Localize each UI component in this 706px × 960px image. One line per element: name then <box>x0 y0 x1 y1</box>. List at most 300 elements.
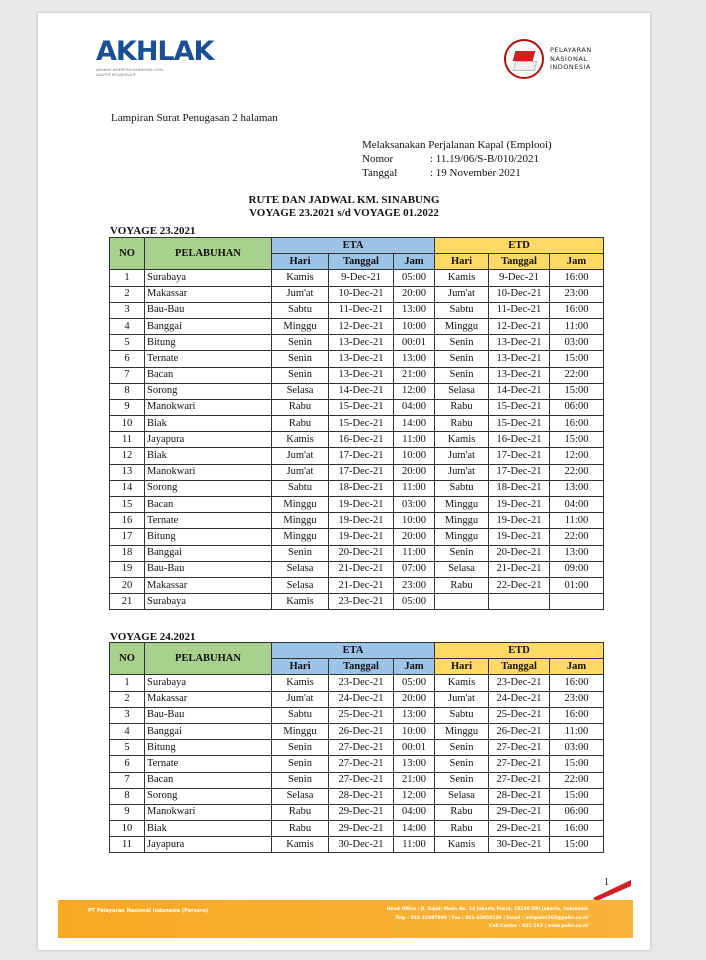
no-cell: 16 <box>110 513 145 529</box>
eta-date-cell: 11-Dec-21 <box>329 302 394 318</box>
etd-time-cell: 15:00 <box>550 351 604 367</box>
eta-date-cell: 9-Dec-21 <box>329 270 394 286</box>
eta-day-cell: Rabu <box>272 399 329 415</box>
etd-time-cell: 03:00 <box>550 335 604 351</box>
etd-day-cell <box>435 594 489 610</box>
table-row <box>110 302 604 318</box>
etd-time-cell <box>550 594 604 610</box>
footer-contact <box>387 906 588 932</box>
eta-day-cell: Senin <box>272 545 329 561</box>
etd-time-cell: 15:00 <box>550 383 604 399</box>
eta-time-cell: 11:00 <box>394 480 435 496</box>
etd-time-cell: 23:00 <box>550 286 604 302</box>
meta-line1: Melaksanakan Perjalanan Kapal (Emplooi) <box>362 139 552 151</box>
eta-day-cell: Senin <box>272 335 329 351</box>
eta-jam-header: Jam <box>394 659 435 675</box>
no-cell: 1 <box>110 270 145 286</box>
eta-time-cell: 21:00 <box>394 772 435 788</box>
etd-day-cell: Senin <box>435 367 489 383</box>
etd-time-cell: 06:00 <box>550 804 604 820</box>
no-cell: 1 <box>110 675 145 691</box>
eta-time-cell: 05:00 <box>394 594 435 610</box>
eta-day-cell: Kamis <box>272 594 329 610</box>
eta-date-cell: 16-Dec-21 <box>329 432 394 448</box>
port-cell: Ternate <box>145 513 272 529</box>
eta-day-cell: Selasa <box>272 383 329 399</box>
eta-day-cell: Senin <box>272 367 329 383</box>
table-row <box>110 286 604 302</box>
footer-bar <box>58 900 633 938</box>
eta-time-cell: 21:00 <box>394 367 435 383</box>
voyage1-title: VOYAGE 23.2021 <box>110 225 196 237</box>
port-cell: Surabaya <box>145 270 272 286</box>
pelni-logo-text <box>550 46 592 72</box>
eta-hari-header: Hari <box>272 659 329 675</box>
eta-time-cell: 04:00 <box>394 804 435 820</box>
eta-jam-header: Jam <box>394 254 435 270</box>
no-cell: 3 <box>110 302 145 318</box>
etd-date-cell: 13-Dec-21 <box>489 367 550 383</box>
port-cell: Bitung <box>145 740 272 756</box>
etd-day-cell: Kamis <box>435 675 489 691</box>
etd-date-cell: 30-Dec-21 <box>489 837 550 853</box>
no-header: NO <box>110 238 145 270</box>
etd-day-cell: Jum'at <box>435 691 489 707</box>
etd-tanggal-header: Tanggal <box>489 659 550 675</box>
footer-phone: Telp : 021-21887000 | Fax : 021-63854130 | Email : infopelni162@pelni.co.id <box>395 915 588 921</box>
etd-date-cell: 24-Dec-21 <box>489 691 550 707</box>
eta-time-cell: 10:00 <box>394 448 435 464</box>
etd-date-cell: 27-Dec-21 <box>489 756 550 772</box>
eta-date-cell: 10-Dec-21 <box>329 286 394 302</box>
table-row <box>110 821 604 837</box>
eta-day-cell: Jum'at <box>272 448 329 464</box>
table-row <box>110 497 604 513</box>
lampiran-text: Lampiran Surat Penugasan 2 halaman <box>111 112 278 124</box>
table-row <box>110 480 604 496</box>
etd-day-cell: Selasa <box>435 383 489 399</box>
port-cell: Banggai <box>145 545 272 561</box>
eta-date-cell: 13-Dec-21 <box>329 351 394 367</box>
etd-day-cell: Minggu <box>435 318 489 334</box>
eta-day-cell: Minggu <box>272 513 329 529</box>
table-row <box>110 723 604 739</box>
eta-date-cell: 30-Dec-21 <box>329 837 394 853</box>
page-number: 1 <box>604 877 609 888</box>
no-cell: 21 <box>110 594 145 610</box>
port-cell: Bau-Bau <box>145 302 272 318</box>
eta-day-cell: Kamis <box>272 675 329 691</box>
port-cell: Biak <box>145 416 272 432</box>
etd-time-cell: 15:00 <box>550 788 604 804</box>
etd-day-cell: Sabtu <box>435 302 489 318</box>
etd-day-cell: Rabu <box>435 804 489 820</box>
etd-time-cell: 22:00 <box>550 367 604 383</box>
eta-day-cell: Minggu <box>272 529 329 545</box>
no-cell: 9 <box>110 399 145 415</box>
table-row <box>110 707 604 723</box>
eta-time-cell: 10:00 <box>394 723 435 739</box>
eta-day-cell: Sabtu <box>272 302 329 318</box>
no-cell: 8 <box>110 788 145 804</box>
etd-time-cell: 16:00 <box>550 270 604 286</box>
etd-time-cell: 15:00 <box>550 756 604 772</box>
etd-day-cell: Sabtu <box>435 480 489 496</box>
etd-jam-header: Jam <box>550 659 604 675</box>
etd-date-cell: 16-Dec-21 <box>489 432 550 448</box>
etd-day-cell: Senin <box>435 772 489 788</box>
etd-date-cell: 15-Dec-21 <box>489 416 550 432</box>
footer-address: Head Office : Jl. Gajah Mada No. 14 Jakarta Pusat, 10130 DKI Jakarta, Indonesia <box>386 907 588 912</box>
port-cell: Ternate <box>145 756 272 772</box>
port-cell: Jayapura <box>145 837 272 853</box>
etd-day-cell: Jum'at <box>435 464 489 480</box>
port-cell: Makassar <box>145 577 272 593</box>
etd-day-cell: Kamis <box>435 432 489 448</box>
port-cell: Surabaya <box>145 594 272 610</box>
table-row <box>110 804 604 820</box>
no-cell: 15 <box>110 497 145 513</box>
pelni-text-1: PELAYARAN <box>550 46 592 55</box>
table-row <box>110 561 604 577</box>
table-row <box>110 594 604 610</box>
etd-time-cell: 16:00 <box>550 416 604 432</box>
etd-day-cell: Senin <box>435 545 489 561</box>
port-cell: Bacan <box>145 497 272 513</box>
port-cell: Jayapura <box>145 432 272 448</box>
etd-date-cell: 29-Dec-21 <box>489 821 550 837</box>
eta-hari-header: Hari <box>272 254 329 270</box>
port-cell: Makassar <box>145 286 272 302</box>
table-row <box>110 335 604 351</box>
etd-day-cell: Senin <box>435 351 489 367</box>
eta-day-cell: Minggu <box>272 723 329 739</box>
port-cell: Bacan <box>145 367 272 383</box>
etd-time-cell: 16:00 <box>550 707 604 723</box>
eta-day-cell: Rabu <box>272 804 329 820</box>
etd-date-cell: 28-Dec-21 <box>489 788 550 804</box>
footer-company: PT Pelayaran Nasional Indonesia (Persero) <box>88 908 209 914</box>
eta-date-cell: 23-Dec-21 <box>329 594 394 610</box>
etd-time-cell: 09:00 <box>550 561 604 577</box>
eta-date-cell: 14-Dec-21 <box>329 383 394 399</box>
eta-time-cell: 05:00 <box>394 675 435 691</box>
eta-day-cell: Kamis <box>272 837 329 853</box>
no-cell: 7 <box>110 772 145 788</box>
eta-time-cell: 12:00 <box>394 383 435 399</box>
eta-tanggal-header: Tanggal <box>329 659 394 675</box>
port-cell: Bitung <box>145 335 272 351</box>
etd-time-cell: 03:00 <box>550 740 604 756</box>
eta-date-cell: 25-Dec-21 <box>329 707 394 723</box>
eta-time-cell: 03:00 <box>394 497 435 513</box>
etd-day-cell: Rabu <box>435 821 489 837</box>
etd-time-cell: 12:00 <box>550 448 604 464</box>
no-cell: 11 <box>110 837 145 853</box>
etd-date-cell: 15-Dec-21 <box>489 399 550 415</box>
voyage2-table <box>109 642 604 853</box>
no-cell: 20 <box>110 577 145 593</box>
footer-callcenter: Call Center : 021-162 | www.pelni.co.id <box>489 924 588 929</box>
port-cell: Sorong <box>145 383 272 399</box>
etd-date-cell: 17-Dec-21 <box>489 448 550 464</box>
eta-time-cell: 20:00 <box>394 691 435 707</box>
eta-day-cell: Minggu <box>272 497 329 513</box>
eta-time-cell: 20:00 <box>394 529 435 545</box>
port-cell: Bitung <box>145 529 272 545</box>
no-cell: 18 <box>110 545 145 561</box>
voyage2-title: VOYAGE 24.2021 <box>110 631 196 643</box>
etd-date-cell: 27-Dec-21 <box>489 772 550 788</box>
port-cell: Biak <box>145 448 272 464</box>
etd-date-cell: 21-Dec-21 <box>489 561 550 577</box>
eta-time-cell: 13:00 <box>394 756 435 772</box>
etd-date-cell: 19-Dec-21 <box>489 497 550 513</box>
table-row <box>110 513 604 529</box>
eta-date-cell: 19-Dec-21 <box>329 497 394 513</box>
port-cell: Bau-Bau <box>145 561 272 577</box>
akhlak-logo-text <box>96 38 213 66</box>
no-cell: 6 <box>110 351 145 367</box>
eta-day-cell: Kamis <box>272 270 329 286</box>
eta-date-cell: 12-Dec-21 <box>329 318 394 334</box>
eta-time-cell: 11:00 <box>394 545 435 561</box>
table-row <box>110 577 604 593</box>
eta-day-cell: Rabu <box>272 821 329 837</box>
etd-day-cell: Jum'at <box>435 448 489 464</box>
eta-date-cell: 15-Dec-21 <box>329 416 394 432</box>
eta-date-cell: 27-Dec-21 <box>329 756 394 772</box>
eta-time-cell: 05:00 <box>394 270 435 286</box>
eta-time-cell: 13:00 <box>394 302 435 318</box>
etd-date-cell: 9-Dec-21 <box>489 270 550 286</box>
port-cell: Biak <box>145 821 272 837</box>
no-cell: 7 <box>110 367 145 383</box>
tanggal-value: : 19 November 2021 <box>430 167 521 179</box>
etd-day-cell: Minggu <box>435 723 489 739</box>
no-cell: 4 <box>110 318 145 334</box>
eta-time-cell: 23:00 <box>394 577 435 593</box>
table-row <box>110 448 604 464</box>
etd-day-cell: Jum'at <box>435 286 489 302</box>
etd-date-cell: 10-Dec-21 <box>489 286 550 302</box>
eta-day-cell: Jum'at <box>272 464 329 480</box>
nomor-value: : 11.19/06/S-B/010/2021 <box>430 153 539 165</box>
pelni-logo <box>504 39 592 79</box>
eta-day-cell: Minggu <box>272 318 329 334</box>
eta-date-cell: 29-Dec-21 <box>329 821 394 837</box>
port-cell: Bau-Bau <box>145 707 272 723</box>
etd-day-cell: Senin <box>435 335 489 351</box>
port-cell: Makassar <box>145 691 272 707</box>
eta-date-cell: 24-Dec-21 <box>329 691 394 707</box>
table-row <box>110 788 604 804</box>
no-cell: 9 <box>110 804 145 820</box>
no-cell: 10 <box>110 821 145 837</box>
eta-date-cell: 19-Dec-21 <box>329 513 394 529</box>
no-cell: 10 <box>110 416 145 432</box>
port-cell: Surabaya <box>145 675 272 691</box>
etd-day-cell: Senin <box>435 756 489 772</box>
etd-time-cell: 11:00 <box>550 723 604 739</box>
etd-day-cell: Kamis <box>435 837 489 853</box>
etd-day-cell: Senin <box>435 740 489 756</box>
etd-day-cell: Sabtu <box>435 707 489 723</box>
no-header: NO <box>110 643 145 675</box>
pelabuhan-header: PELABUHAN <box>145 643 272 675</box>
etd-time-cell: 22:00 <box>550 464 604 480</box>
etd-time-cell: 11:00 <box>550 513 604 529</box>
eta-day-cell: Jum'at <box>272 286 329 302</box>
no-cell: 3 <box>110 707 145 723</box>
akhlak-logo-word: AKHLAK <box>96 36 214 67</box>
etd-time-cell: 22:00 <box>550 529 604 545</box>
eta-date-cell: 17-Dec-21 <box>329 464 394 480</box>
title-line2: VOYAGE 23.2021 s/d VOYAGE 01.2022 <box>249 207 439 219</box>
etd-day-cell: Kamis <box>435 270 489 286</box>
eta-time-cell: 10:00 <box>394 513 435 529</box>
eta-day-cell: Jum'at <box>272 691 329 707</box>
table-row <box>110 399 604 415</box>
eta-time-cell: 20:00 <box>394 464 435 480</box>
eta-date-cell: 27-Dec-21 <box>329 740 394 756</box>
table-row <box>110 416 604 432</box>
etd-time-cell: 23:00 <box>550 691 604 707</box>
eta-day-cell: Senin <box>272 351 329 367</box>
etd-time-cell: 15:00 <box>550 837 604 853</box>
table-row <box>110 270 604 286</box>
eta-date-cell: 21-Dec-21 <box>329 561 394 577</box>
port-cell: Sorong <box>145 788 272 804</box>
etd-jam-header: Jam <box>550 254 604 270</box>
tanggal-label: Tanggal <box>362 167 398 179</box>
etd-time-cell: 13:00 <box>550 480 604 496</box>
etd-date-cell: 22-Dec-21 <box>489 577 550 593</box>
pelni-text-2: NASIONAL <box>550 54 588 63</box>
etd-time-cell: 16:00 <box>550 675 604 691</box>
etd-date-cell: 18-Dec-21 <box>489 480 550 496</box>
document-title <box>38 194 650 220</box>
eta-time-cell: 04:00 <box>394 399 435 415</box>
eta-time-cell: 10:00 <box>394 318 435 334</box>
eta-tanggal-header: Tanggal <box>329 254 394 270</box>
etd-day-cell: Rabu <box>435 416 489 432</box>
eta-day-cell: Senin <box>272 772 329 788</box>
pelni-badge-icon <box>504 39 544 79</box>
etd-date-cell: 12-Dec-21 <box>489 318 550 334</box>
no-cell: 11 <box>110 432 145 448</box>
etd-date-cell: 25-Dec-21 <box>489 707 550 723</box>
table-row <box>110 432 604 448</box>
eta-time-cell: 14:00 <box>394 416 435 432</box>
no-cell: 13 <box>110 464 145 480</box>
port-cell: Banggai <box>145 723 272 739</box>
eta-day-cell: Selasa <box>272 788 329 804</box>
table-row <box>110 772 604 788</box>
eta-date-cell: 17-Dec-21 <box>329 448 394 464</box>
etd-header: ETD <box>435 643 604 659</box>
etd-hari-header: Hari <box>435 254 489 270</box>
etd-date-cell <box>489 594 550 610</box>
eta-date-cell: 21-Dec-21 <box>329 577 394 593</box>
etd-day-cell: Minggu <box>435 497 489 513</box>
no-cell: 19 <box>110 561 145 577</box>
nomor-label: Nomor <box>362 153 394 165</box>
etd-header: ETD <box>435 238 604 254</box>
table-row <box>110 675 604 691</box>
etd-time-cell: 11:00 <box>550 318 604 334</box>
eta-day-cell: Kamis <box>272 432 329 448</box>
table-row <box>110 383 604 399</box>
eta-day-cell: Selasa <box>272 561 329 577</box>
etd-time-cell: 13:00 <box>550 545 604 561</box>
table-row <box>110 756 604 772</box>
port-cell: Manokwari <box>145 399 272 415</box>
table-row <box>110 318 604 334</box>
port-cell: Bacan <box>145 772 272 788</box>
eta-time-cell: 20:00 <box>394 286 435 302</box>
port-cell: Ternate <box>145 351 272 367</box>
etd-time-cell: 16:00 <box>550 302 604 318</box>
akhlak-tagline: AMANAH KOMPETEN HARMONIS LOYAL ADAPTIF KOLABORATIF <box>96 68 164 77</box>
etd-time-cell: 01:00 <box>550 577 604 593</box>
port-cell: Manokwari <box>145 804 272 820</box>
etd-date-cell: 11-Dec-21 <box>489 302 550 318</box>
no-cell: 12 <box>110 448 145 464</box>
no-cell: 2 <box>110 286 145 302</box>
eta-time-cell: 12:00 <box>394 788 435 804</box>
eta-day-cell: Senin <box>272 756 329 772</box>
no-cell: 2 <box>110 691 145 707</box>
akhlak-logo <box>96 38 213 77</box>
voyage1-table <box>109 237 604 610</box>
etd-day-cell: Minggu <box>435 513 489 529</box>
no-cell: 14 <box>110 480 145 496</box>
table-row <box>110 367 604 383</box>
eta-time-cell: 00:01 <box>394 335 435 351</box>
eta-day-cell: Sabtu <box>272 707 329 723</box>
no-cell: 6 <box>110 756 145 772</box>
eta-date-cell: 18-Dec-21 <box>329 480 394 496</box>
etd-day-cell: Rabu <box>435 399 489 415</box>
etd-date-cell: 26-Dec-21 <box>489 723 550 739</box>
eta-date-cell: 13-Dec-21 <box>329 335 394 351</box>
eta-header: ETA <box>272 238 435 254</box>
title-line1: RUTE DAN JADWAL KM. SINABUNG <box>248 194 440 206</box>
etd-day-cell: Rabu <box>435 577 489 593</box>
etd-date-cell: 19-Dec-21 <box>489 513 550 529</box>
etd-date-cell: 20-Dec-21 <box>489 545 550 561</box>
eta-day-cell: Senin <box>272 740 329 756</box>
eta-date-cell: 26-Dec-21 <box>329 723 394 739</box>
eta-date-cell: 20-Dec-21 <box>329 545 394 561</box>
etd-date-cell: 14-Dec-21 <box>489 383 550 399</box>
etd-time-cell: 16:00 <box>550 821 604 837</box>
eta-date-cell: 28-Dec-21 <box>329 788 394 804</box>
table-row <box>110 545 604 561</box>
etd-date-cell: 17-Dec-21 <box>489 464 550 480</box>
no-cell: 5 <box>110 335 145 351</box>
table-row <box>110 351 604 367</box>
etd-tanggal-header: Tanggal <box>489 254 550 270</box>
port-cell: Manokwari <box>145 464 272 480</box>
pelni-text-3: INDONESIA <box>550 63 591 72</box>
etd-day-cell: Selasa <box>435 561 489 577</box>
eta-date-cell: 19-Dec-21 <box>329 529 394 545</box>
eta-date-cell: 13-Dec-21 <box>329 367 394 383</box>
eta-day-cell: Sabtu <box>272 480 329 496</box>
no-cell: 4 <box>110 723 145 739</box>
